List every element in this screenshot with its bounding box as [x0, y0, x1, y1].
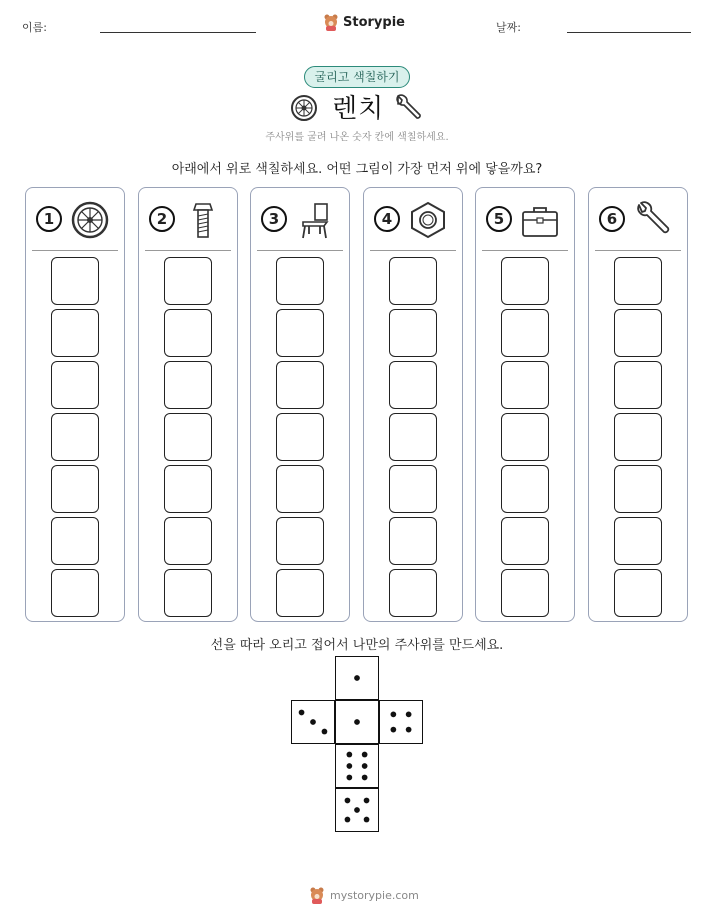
die-pip	[345, 798, 351, 804]
die-pip	[345, 817, 351, 823]
color-box[interactable]	[614, 413, 662, 461]
page-subtitle: 주사위를 굴려 나온 숫자 칸에 색칠하세요.	[265, 132, 449, 143]
die-pip	[406, 727, 412, 733]
die-pip	[347, 775, 353, 781]
color-box[interactable]	[501, 257, 549, 305]
die-face-3	[335, 700, 379, 744]
column-divider	[595, 250, 681, 251]
color-box[interactable]	[389, 465, 437, 513]
column-divider	[257, 250, 343, 251]
column-number: 2	[149, 206, 175, 232]
column-5	[475, 187, 575, 622]
die-pip	[362, 775, 368, 781]
activity-badge: 굴리고 색칠하기	[304, 66, 411, 88]
color-box[interactable]	[501, 413, 549, 461]
die-instruction: 선을 따라 오리고 접어서 나만의 주사위를 만드세요.	[210, 638, 504, 653]
color-box[interactable]	[51, 413, 99, 461]
die-pip	[362, 763, 368, 769]
die-pip	[406, 712, 412, 718]
footer	[309, 886, 419, 904]
color-box[interactable]	[389, 309, 437, 357]
die-pip	[364, 817, 370, 823]
name-label: 이름:	[22, 21, 47, 34]
color-box[interactable]	[501, 309, 549, 357]
color-box[interactable]	[276, 413, 324, 461]
wrench-icon	[633, 200, 673, 240]
die-pip	[322, 729, 328, 735]
column-3	[250, 187, 350, 622]
color-box[interactable]	[614, 569, 662, 617]
die-pip	[354, 719, 360, 725]
footer-site: mystorypie.com	[330, 888, 419, 902]
color-box[interactable]	[501, 361, 549, 409]
color-box[interactable]	[501, 517, 549, 565]
color-box[interactable]	[614, 465, 662, 513]
bear-logo-icon	[323, 13, 339, 31]
column-2	[138, 187, 238, 622]
die-face-4	[379, 700, 423, 744]
date-label: 날짜:	[496, 21, 521, 34]
color-box[interactable]	[164, 413, 212, 461]
column-divider	[32, 250, 118, 251]
name-line	[100, 32, 256, 33]
color-box[interactable]	[389, 569, 437, 617]
column-divider	[482, 250, 568, 251]
die-pip	[347, 752, 353, 758]
column-number: 3	[261, 206, 287, 232]
die-face-5	[335, 744, 379, 788]
color-box[interactable]	[389, 413, 437, 461]
column-divider	[145, 250, 231, 251]
column-1	[25, 187, 125, 622]
bear-logo-icon	[309, 886, 325, 904]
color-box[interactable]	[51, 569, 99, 617]
color-box[interactable]	[276, 517, 324, 565]
chair-icon	[295, 200, 335, 240]
die-pip	[354, 807, 360, 813]
color-box[interactable]	[614, 309, 662, 357]
color-box[interactable]	[164, 257, 212, 305]
instruction-text: 아래에서 위로 색칠하세요. 어떤 그림이 가장 먼저 위에 닿을까요?	[171, 162, 543, 177]
color-box[interactable]	[164, 517, 212, 565]
wheel-icon	[70, 200, 110, 240]
brand-logo	[323, 13, 405, 31]
die-pip	[364, 798, 370, 804]
color-box[interactable]	[51, 517, 99, 565]
color-box[interactable]	[614, 517, 662, 565]
die-face-6	[335, 788, 379, 832]
color-box[interactable]	[276, 361, 324, 409]
die-pip	[391, 727, 397, 733]
color-box[interactable]	[51, 309, 99, 357]
bolt-icon	[183, 200, 223, 240]
color-box[interactable]	[614, 257, 662, 305]
die-pip	[391, 712, 397, 718]
color-box[interactable]	[501, 465, 549, 513]
column-number: 4	[374, 206, 400, 232]
page-title: 렌치	[332, 94, 385, 124]
wrench-title-icon	[393, 92, 423, 122]
color-box[interactable]	[51, 257, 99, 305]
color-box[interactable]	[276, 309, 324, 357]
column-6	[588, 187, 688, 622]
column-divider	[370, 250, 456, 251]
die-pip	[354, 675, 360, 681]
color-box[interactable]	[276, 257, 324, 305]
color-box[interactable]	[164, 569, 212, 617]
color-box[interactable]	[164, 465, 212, 513]
nut-icon	[408, 200, 448, 240]
color-box[interactable]	[276, 569, 324, 617]
column-number: 5	[486, 206, 512, 232]
toolbox-icon	[520, 200, 560, 240]
brand-name: Storypie	[343, 14, 405, 30]
date-line	[567, 32, 691, 33]
color-box[interactable]	[164, 309, 212, 357]
color-box[interactable]	[389, 361, 437, 409]
column-number: 1	[36, 206, 62, 232]
color-box[interactable]	[276, 465, 324, 513]
die-pip	[299, 710, 305, 716]
die-pip	[362, 752, 368, 758]
activity-badge-row	[0, 66, 714, 85]
wheel-title-icon	[290, 94, 318, 122]
die-face-2	[291, 700, 335, 744]
column-4	[363, 187, 463, 622]
color-box[interactable]	[501, 569, 549, 617]
die-face-1	[335, 656, 379, 700]
color-box[interactable]	[389, 257, 437, 305]
die-pip	[347, 763, 353, 769]
color-box[interactable]	[614, 361, 662, 409]
color-box[interactable]	[51, 465, 99, 513]
color-box[interactable]	[389, 517, 437, 565]
die-pip	[310, 719, 316, 725]
color-box[interactable]	[51, 361, 99, 409]
color-box[interactable]	[164, 361, 212, 409]
column-number: 6	[599, 206, 625, 232]
